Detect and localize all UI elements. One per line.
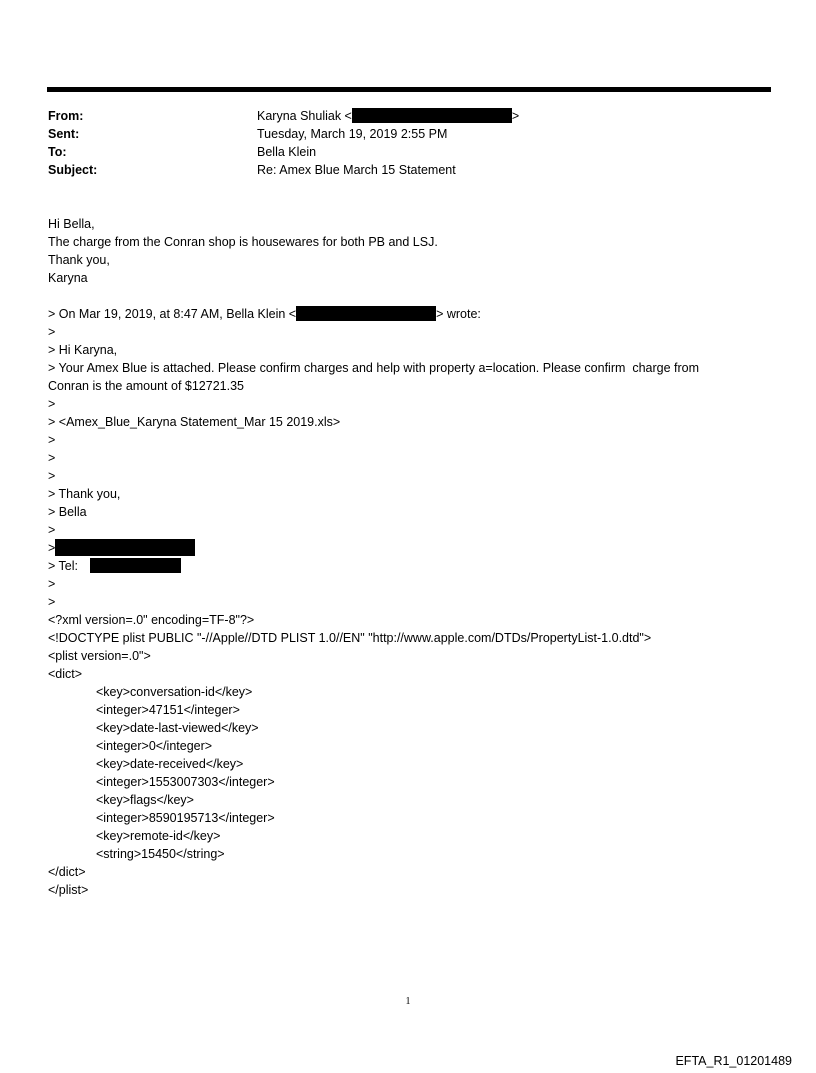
quoted-line: > xyxy=(48,397,56,411)
quoted-message-line: > Your Amex Blue is attached. Please confirm charges and help with property a=location. Please confirm charge from xyxy=(48,361,700,375)
quoted-line: > xyxy=(48,325,56,339)
document-id: EFTA_R1_01201489 xyxy=(675,1054,792,1068)
plist-close: </plist> xyxy=(48,883,89,897)
page-number: 1 xyxy=(405,996,411,1007)
plist-entry: <string>15450</string> xyxy=(96,847,225,861)
quoted-tel: > Tel: xyxy=(48,557,181,575)
plist-doctype: <!DOCTYPE plist PUBLIC "-//Apple//DTD PLIST 1.0//EN" "http://www.apple.com/DTDs/PropertyList-1.0.dtd"> xyxy=(48,631,652,645)
plist-entry: <integer>8590195713</integer> xyxy=(96,811,275,825)
from-value: Karyna Shuliak < > xyxy=(257,109,520,123)
plist-entry: <integer>0</integer> xyxy=(96,739,213,753)
plist-entry: <key>flags</key> xyxy=(96,793,194,807)
plist-xml-decl: <?xml version=.0" encoding=TF-8"?> xyxy=(48,613,255,627)
quoted-line: > xyxy=(48,595,56,609)
plist-entry: <key>date-received</key> xyxy=(96,757,244,771)
quoted-message-line: Conran is the amount of $12721.35 xyxy=(48,379,244,393)
plist-dict-open: <dict> xyxy=(48,667,83,681)
plist-open: <plist version=.0"> xyxy=(48,649,151,663)
plist-dict-close: </dict> xyxy=(48,865,86,879)
subject-value: Re: Amex Blue March 15 Statement xyxy=(257,163,456,177)
subject-label: Subject: xyxy=(48,163,98,177)
quoted-line: > xyxy=(48,451,56,465)
body-thanks: Thank you, xyxy=(48,253,110,267)
body-signature: Karyna xyxy=(48,271,88,285)
greeting: Hi Bella, xyxy=(48,217,95,231)
quoted-redacted-line: > xyxy=(48,539,195,557)
plist-entry: <key>remote-id</key> xyxy=(96,829,221,843)
quoted-line: > xyxy=(48,577,56,591)
plist-entry: <integer>47151</integer> xyxy=(96,703,240,717)
plist-entry: <key>date-last-viewed</key> xyxy=(96,721,259,735)
quoted-thanks: > Thank you, xyxy=(48,487,121,501)
sent-value: Tuesday, March 19, 2019 2:55 PM xyxy=(257,127,448,141)
plist-entry: <integer>1553007303</integer> xyxy=(96,775,275,789)
header-rule xyxy=(47,87,771,92)
plist-entry: <key>conversation-id</key> xyxy=(96,685,253,699)
quoted-hi: > Hi Karyna, xyxy=(48,343,118,357)
to-value: Bella Klein xyxy=(257,145,317,159)
redaction-box xyxy=(90,558,181,573)
body-line: The charge from the Conran shop is housewares for both PB and LSJ. xyxy=(48,235,438,249)
quoted-name: > Bella xyxy=(48,505,87,519)
from-label: From: xyxy=(48,109,84,123)
quoted-intro: > On Mar 19, 2019, at 8:47 AM, Bella Klein < > wrote: xyxy=(48,307,481,321)
quoted-line: > xyxy=(48,469,56,483)
quoted-line: > xyxy=(48,523,56,537)
quoted-attachment: > <Amex_Blue_Karyna Statement_Mar 15 2019.xls> xyxy=(48,415,341,429)
to-label: To: xyxy=(48,145,67,159)
redaction-box xyxy=(55,539,195,556)
redaction-box xyxy=(352,108,512,123)
quoted-line: > xyxy=(48,433,56,447)
redaction-box xyxy=(296,306,436,321)
sent-label: Sent: xyxy=(48,127,80,141)
